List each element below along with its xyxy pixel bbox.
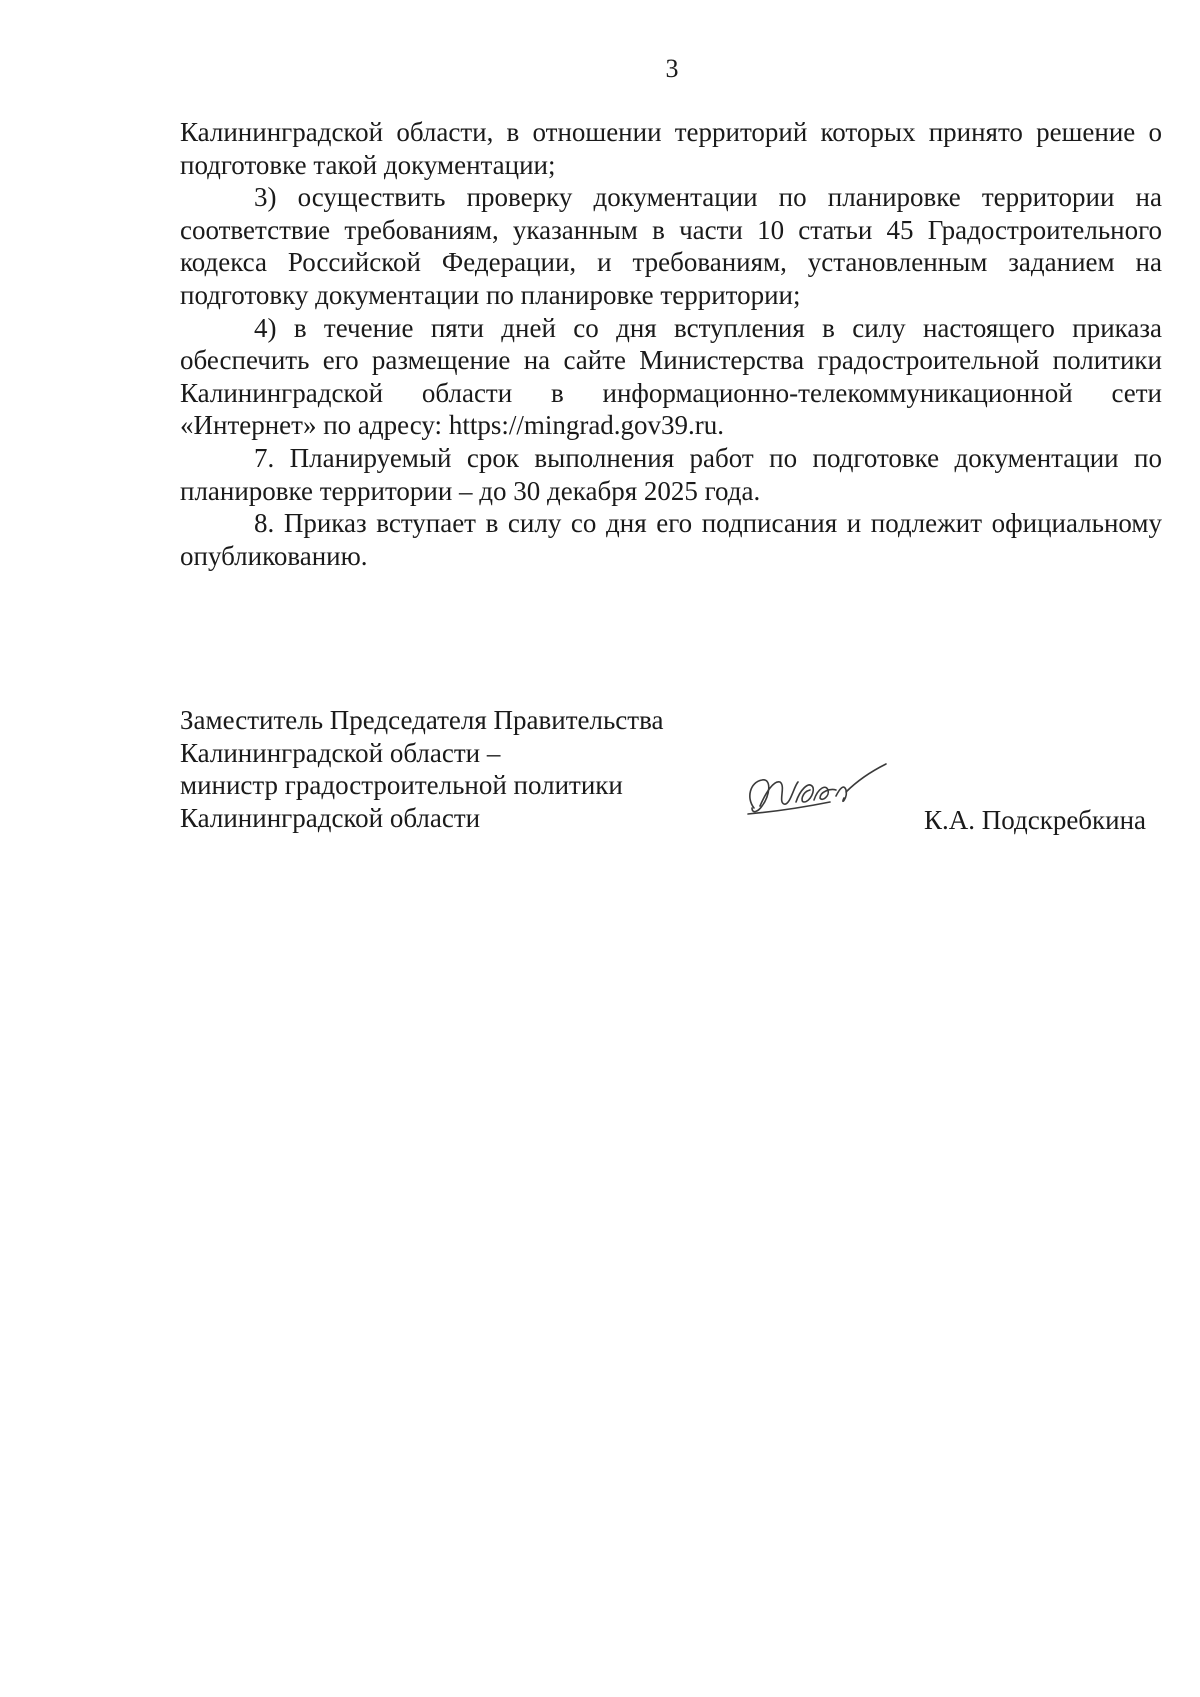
signatory-position-line: министр градостроительной политики xyxy=(180,770,623,801)
signatory-position-line: Заместитель Председателя Правительства xyxy=(180,705,664,735)
page-number: 3 xyxy=(665,54,679,83)
paragraph-item-8: 8. Приказ вступает в силу со дня его подписания и подлежит официальному опубликованию. xyxy=(180,508,1162,571)
signer-name: К.А. Подскребкина xyxy=(924,805,1147,835)
handwritten-signature xyxy=(740,752,890,828)
paragraph-item-7: 7. Планируемый срок выполнения работ по подготовке документации по планировке территории – до 30 декабря 2025 года. xyxy=(180,442,1162,506)
paragraph-continuation: Калининградской области, в отношении территорий которых принято решение о подготовке такой документации; xyxy=(180,117,1162,180)
signatory-position-line: Калининградской области – xyxy=(180,737,501,768)
signatory-position xyxy=(180,704,663,834)
document-body xyxy=(180,116,1162,572)
paragraph-item-4: 4) в течение пяти дней со дня вступления в силу настоящего приказа обеспечить его размещение на сайте Министерства градостроительной политики Калининградской области в информационно-телекоммуникационной сети «Интернет» по адресу: https://mingrad.gov39.ru. xyxy=(180,312,1162,441)
paragraph-item-3: 3) осуществить проверку документации по планировке территории на соответствие требованиям, указанным в части 10 статьи 45 Градостроительного кодекса Российской Федерации, и требованиям, установленным заданием на подготовку документации по планировке территории; xyxy=(180,182,1162,310)
signatory-position-line: Калининградской области xyxy=(180,802,481,833)
